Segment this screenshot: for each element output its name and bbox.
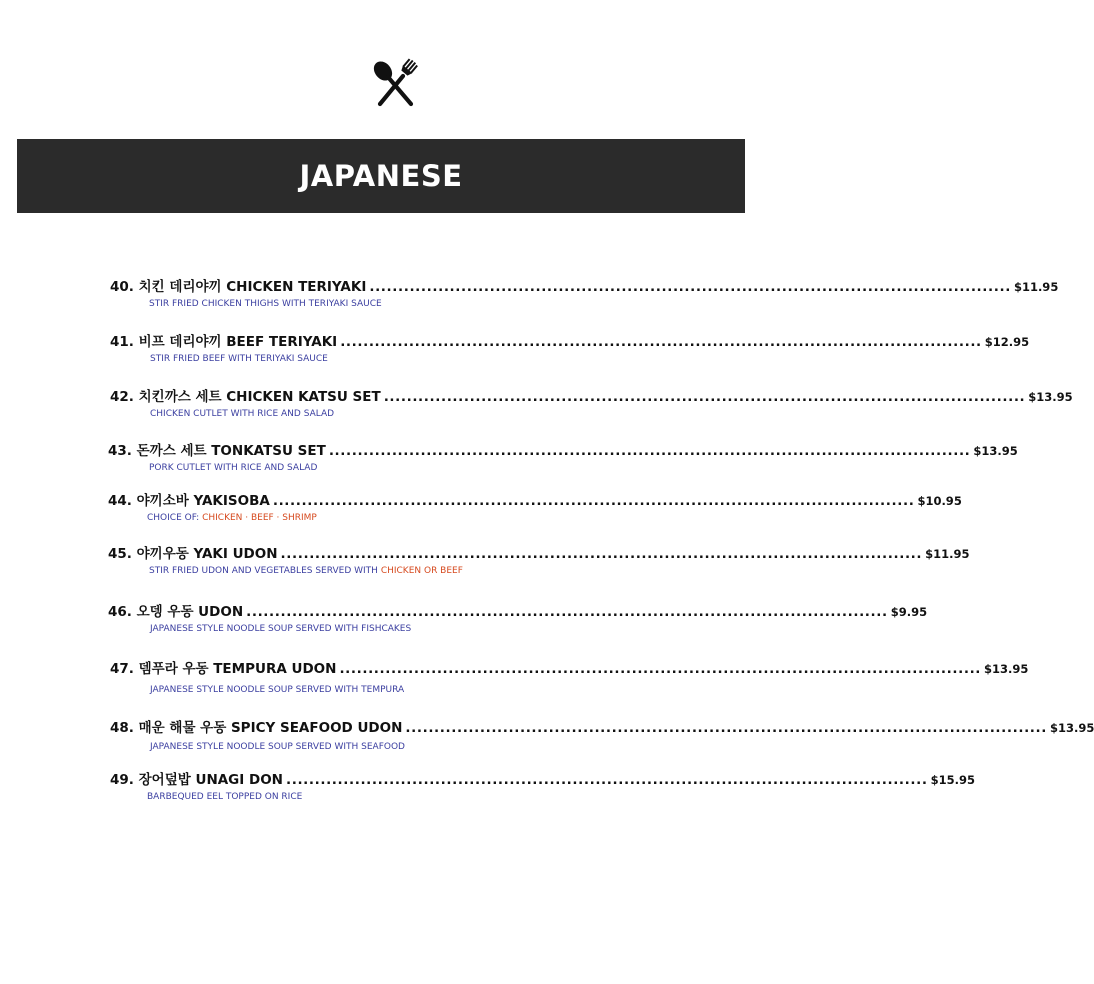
item-price: $13.95 xyxy=(984,662,1029,676)
menu-item xyxy=(108,439,1018,473)
menu-item xyxy=(110,330,1030,364)
item-description-text: CHOICE OF: xyxy=(147,513,203,523)
category-title: JAPANESE xyxy=(299,159,463,193)
item-description xyxy=(147,513,661,523)
item-description: JAPANESE STYLE NOODLE SOUP SERVED WITH SEAFOOD xyxy=(150,742,405,752)
menu-item xyxy=(110,385,1073,419)
item-name: 44. 야끼소바 YAKISOBA xyxy=(108,493,270,509)
dot-leader: ................................................................................................................ xyxy=(405,720,1047,736)
item-name: 40. 치킨 데리야끼 CHICKEN TERIYAKI xyxy=(110,279,367,295)
menu-item xyxy=(108,489,962,523)
dot-leader: ................................................................................................................ xyxy=(285,772,928,788)
dot-leader: ................................................................................................................ xyxy=(328,443,971,459)
menu-item xyxy=(110,657,1029,695)
item-price: $11.95 xyxy=(1013,280,1059,294)
dot-leader: ................................................................................................................ xyxy=(280,546,923,562)
dot-leader: ................................................................................................................ xyxy=(339,661,982,677)
item-price: $9.95 xyxy=(890,605,928,619)
item-price: $13.95 xyxy=(1028,390,1073,404)
menu-item xyxy=(110,768,975,802)
item-name: 49. 장어덮밥 UNAGI DON xyxy=(110,772,283,788)
item-description-highlight: CHICKEN · BEEF · SHRIMP xyxy=(202,513,317,523)
menu-item xyxy=(110,275,1059,309)
item-description xyxy=(149,566,661,576)
item-price: $13.95 xyxy=(1050,721,1094,735)
item-description: STIR FRIED BEEF WITH TERIYAKI SAUCE xyxy=(150,354,328,364)
item-name: 45. 야끼우동 YAKI UDON xyxy=(108,546,278,562)
item-price: $12.95 xyxy=(984,335,1030,349)
item-price: $13.95 xyxy=(973,444,1018,458)
menu-item xyxy=(110,716,1094,752)
item-name: 43. 돈까스 세트 TONKATSU SET xyxy=(108,443,326,459)
dot-leader: ................................................................................................................ xyxy=(272,493,915,509)
item-price: $10.95 xyxy=(917,494,962,508)
item-description: JAPANESE STYLE NOODLE SOUP SERVED WITH TEMPURA xyxy=(150,685,405,695)
dot-leader: ................................................................................................................ xyxy=(246,604,888,620)
item-description: PORK CUTLET WITH RICE AND SALAD xyxy=(149,463,318,473)
item-name: 46. 오뎅 우동 UDON xyxy=(108,604,244,620)
item-price: $15.95 xyxy=(930,773,975,787)
item-description-highlight: CHICKEN OR BEEF xyxy=(380,566,463,576)
dot-leader: ................................................................................................................ xyxy=(340,334,982,350)
item-description: CHICKEN CUTLET WITH RICE AND SALAD xyxy=(150,409,335,419)
dot-leader: ................................................................................................................ xyxy=(383,389,1026,405)
item-description: STIR FRIED CHICKEN THIGHS WITH TERIYAKI SAUCE xyxy=(149,299,382,309)
menu-item xyxy=(108,542,970,576)
item-description: JAPANESE STYLE NOODLE SOUP SERVED WITH FISHCAKES xyxy=(150,624,412,634)
menu-item xyxy=(108,600,928,634)
item-name: 41. 비프 데리야끼 BEEF TERIYAKI xyxy=(110,334,338,350)
item-description-text: STIR FRIED UDON AND VEGETABLES SERVED WITH xyxy=(149,566,381,576)
item-name: 47. 뎀푸라 우동 TEMPURA UDON xyxy=(110,661,337,677)
item-name: 42. 치킨까스 세트 CHICKEN KATSU SET xyxy=(110,389,381,405)
item-description: BARBEQUED EEL TOPPED ON RICE xyxy=(147,792,303,802)
dot-leader: ................................................................................................................ xyxy=(369,279,1011,295)
item-name: 48. 매운 해물 우동 SPICY SEAFOOD UDON xyxy=(110,720,403,736)
item-price: $11.95 xyxy=(925,547,970,561)
